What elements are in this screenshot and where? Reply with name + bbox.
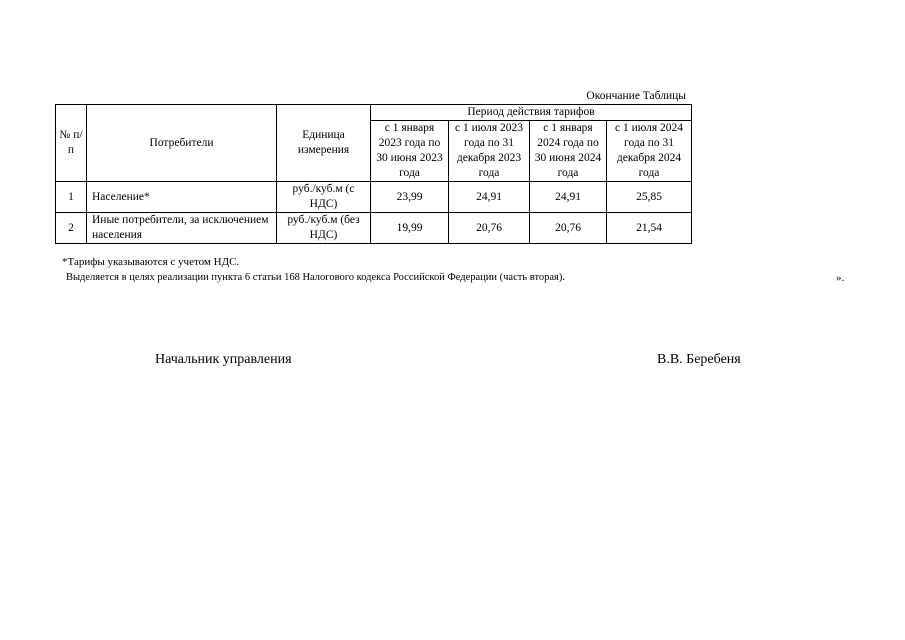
- row-value-period-3: 20,76: [530, 213, 607, 244]
- note-tax-code: Выделяется в целях реализации пункта 6 статьи 168 Налогового кодекса Российской Федерации (часть вторая).: [66, 272, 566, 283]
- row-value-period-4: 21,54: [607, 213, 692, 244]
- table-row: [56, 182, 692, 213]
- row-consumer: Иные потребители, за исключением населения: [87, 213, 277, 244]
- row-value-period-2: 24,91: [449, 182, 530, 213]
- signatory-position: Начальник управления: [155, 352, 292, 367]
- row-unit: руб./куб.м (без НДС): [277, 213, 371, 244]
- header-number: № п/п: [56, 105, 87, 182]
- row-value-period-3: 24,91: [530, 182, 607, 213]
- header-period-3: с 1 января 2024 года по 30 июня 2024 года: [530, 121, 607, 182]
- header-period-1: с 1 января 2023 года по 30 июня 2023 года: [371, 121, 449, 182]
- header-period-4: с 1 июля 2024 года по 31 декабря 2024 года: [607, 121, 692, 182]
- row-consumer: Население*: [87, 182, 277, 213]
- header-consumers: Потребители: [87, 105, 277, 182]
- signatory-name: В.В. Беребеня: [657, 352, 741, 367]
- row-value-period-4: 25,85: [607, 182, 692, 213]
- tariff-table: [55, 104, 692, 244]
- header-unit: Единица измерения: [277, 105, 371, 182]
- row-number: 2: [56, 213, 87, 244]
- table-row: [56, 213, 692, 244]
- header-period-2: с 1 июля 2023 года по 31 декабря 2023 года: [449, 121, 530, 182]
- closing-quote: ».: [836, 272, 845, 284]
- table-caption: Окончание Таблицы: [586, 90, 686, 102]
- row-unit: руб./куб.м (с НДС): [277, 182, 371, 213]
- row-value-period-1: 23,99: [371, 182, 449, 213]
- footnote-vat: *Тарифы указываются с учетом НДС.: [62, 256, 240, 268]
- row-value-period-1: 19,99: [371, 213, 449, 244]
- header-period-group: Период действия тарифов: [371, 105, 692, 121]
- row-value-period-2: 20,76: [449, 213, 530, 244]
- row-number: 1: [56, 182, 87, 213]
